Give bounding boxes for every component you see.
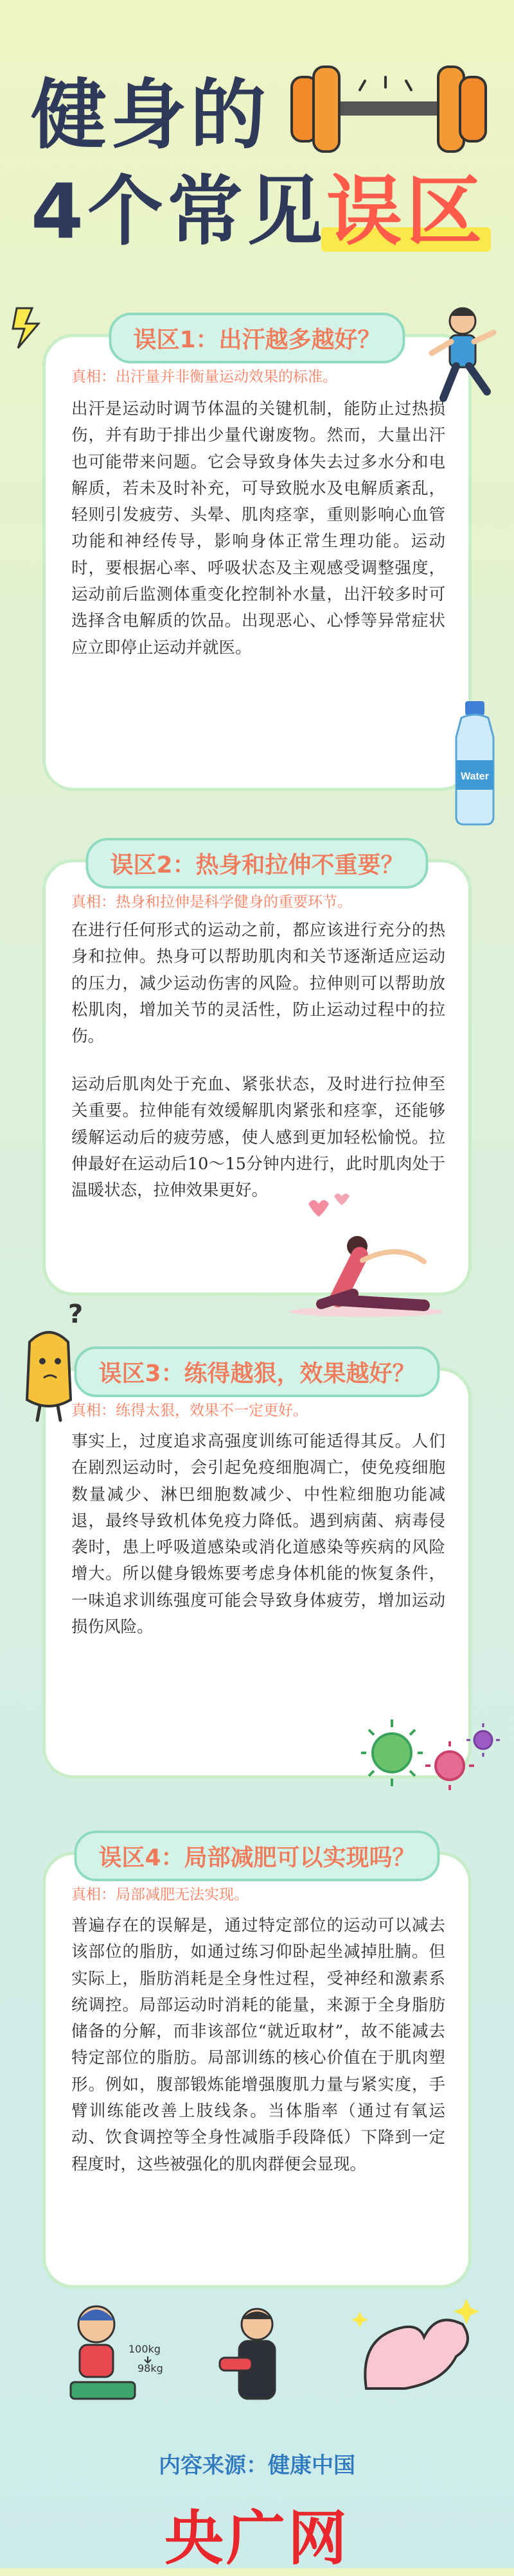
myth-4-heading: 误区4：局部减肥可以实现吗？ [74, 1831, 439, 1881]
water-bottle-icon [446, 699, 504, 827]
myth-card-1 [42, 327, 472, 791]
page-title-line2-a: 4个常见 [31, 167, 327, 256]
stretching-woman-illustration [283, 1191, 450, 1319]
water-bottle-label: Water [461, 771, 489, 782]
brand-logo: 央广网 [164, 2504, 350, 2573]
flexed-arm-icon [347, 2286, 488, 2401]
myth-1-body: 出汗是运动时调节体温的关键机制，能防止过热损伤，并有助于排出少量代谢废物。然而，大量出汗也可能带来问题。它会导致身体失去过多水分和电解质，若未及时补充，可导致脱水及电解质紊乱，轻则引发疲劳、头晕、肌肉痉挛，重则影响心血管功能和神经传导，影响身体正常生理功能。运动时，要根据心率、呼吸状态及主观感受调整强度，运动前后监测体重变化控制补水量，出汗较多时可选择含电解质的饮品。出现恶心、心悸等异常症状应立即停止运动并就医。 [71, 399, 445, 657]
scale-reading-before: 100kg [128, 2343, 161, 2355]
dumbbell-man-illustration [212, 2299, 302, 2414]
runner-illustration [418, 302, 508, 411]
myth-1-heading: 误区1：出汗越多越好？ [109, 313, 405, 363]
content-source: 内容来源：健康中国 [159, 2453, 355, 2478]
page-title-line1: 健身的 [31, 71, 270, 159]
myth-card-4 [42, 1845, 472, 2288]
myth-2-truth: 真相：热身和拉伸是科学健身的重要环节。 [71, 894, 352, 910]
myth-3-body: 事实上，过度追求高强度训练可能适得其反。人们在剧烈运动时，会引起免疫细胞凋亡，使免疫细胞数量减少、淋巴细胞数减少、中性粒细胞功能减退，最终导致机体免疫力降低。遇到病菌、病毒侵袭时，患上呼吸道感染或消化道感染等疾病的风险增大。所以健身锻炼要考虑身体机能的恢复条件，一味追求训练强度可能会导致身体疲劳，增加运动损伤风险。 [71, 1432, 445, 1637]
lightning-icon [4, 302, 55, 353]
page-title-line2-highlight: 误区 [326, 167, 486, 256]
myth-2-body-2: 运动后肌肉处于充血、紧张状态，及时进行拉伸至关重要。拉伸能有效缓解肌肉紧张和痉挛，还能够缓解运动后的疲劳感，使人感到更加轻松愉悦。拉伸最好在运动后10～15分钟内进行，此时肌肉处于温暖状态，拉伸效果更好。 [71, 1075, 445, 1201]
scale-reading-after: 98kg [137, 2362, 163, 2374]
svg-text:?: ? [68, 1300, 84, 1329]
myth-4-body: 普遍存在的误解是，通过特定部位的运动可以减去该部位的脂肪，如通过练习仰卧起坐减掉肚腩。但实际上，脂肪消耗是全身性过程，受神经和激素系统调控。局部运动时消耗的能量，来源于全身脂肪储备的分解，而非该部位“就近取材”，故不能减去特定部位的脂肪。局部训练的核心价值在于肌肉塑形。例如，腹部锻炼能增强腹肌力量与紧实度，手臂训练能改善上肢线条。当体脂率（通过有氧运动、饮食调控等全身性减脂手段降低）下降到一定程度时，这些被强化的肌肉群便会显现。 [71, 1916, 445, 2174]
virus-icon [360, 1714, 501, 1791]
myth-3-heading: 误区3：练得越狠，效果越好？ [74, 1346, 439, 1397]
myth-1-truth: 真相：出汗量并非衡量运动效果的标准。 [71, 369, 337, 385]
myth-2-heading: 误区2：热身和拉伸不重要？ [85, 838, 428, 889]
myth-2-body: 在进行任何形式的运动之前，都应该进行充分的热身和拉伸。热身可以帮助肌肉和关节逐渐适应运动的压力，减少运动伤害的风险。拉伸则可以帮助放松肌肉，增加关节的灵活性，防止运动过程中的拉伤。 [71, 921, 445, 1047]
myth-3-truth: 真相：练得太狠，效果不一定更好。 [71, 1402, 308, 1419]
page-title-line2 [31, 167, 486, 256]
scale-character-illustration [58, 2292, 186, 2408]
myth-4-truth: 真相：局部减肥无法实现。 [71, 1886, 249, 1903]
confused-character-illustration [4, 1297, 94, 1425]
dumbbell-icon [283, 51, 495, 167]
